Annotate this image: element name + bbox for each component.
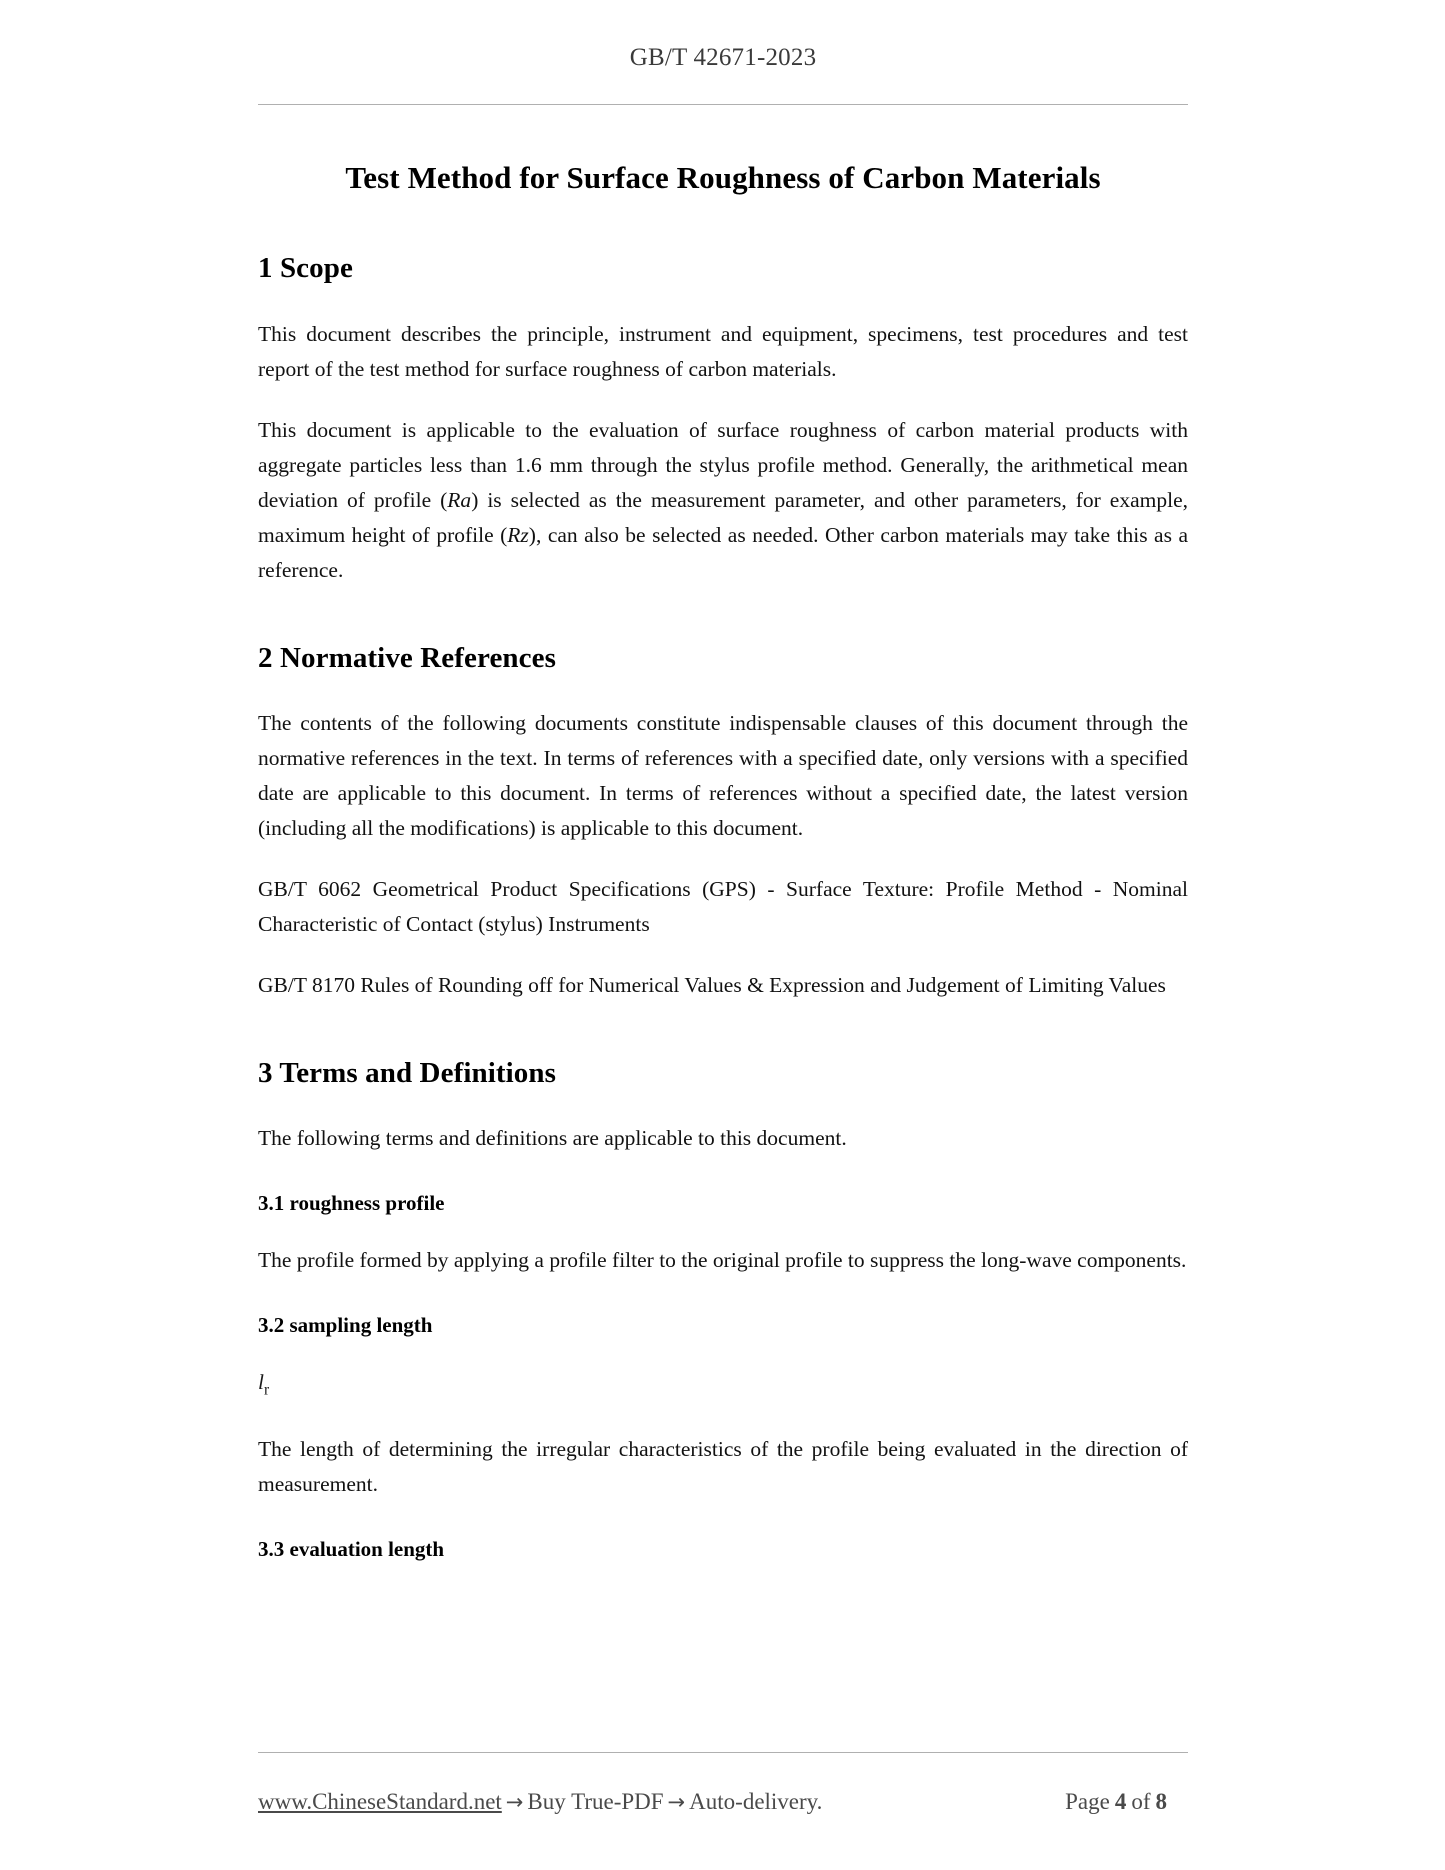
parameter-rz: Rz (507, 522, 529, 547)
scope-paragraph-1: This document describes the principle, instrument and equipment, specimens, test procedures and test report of the test method for surface roughness of carbon materials. (258, 321, 1188, 381)
scope-p2-part-5: ), can also be selected as needed. Other carbon materials may take this as a reference. (258, 522, 1189, 582)
scope-p2-part-3: ) is selected as the measurement parameter, and other parameters, for example, maximum height of profile ( (258, 487, 1188, 547)
terms-intro-paragraph: The following terms and definitions are applicable to this document. (258, 1126, 847, 1151)
normative-references-paragraph: The contents of the following documents constitute indispensable clauses of this document through the normative references in the text. In terms of references with a specified date, only versions with a specified date are applicable to this document. In terms of references without a specified date, the latest version (including all the modifications) is applicable to this document. (258, 710, 1188, 840)
total-page-number: 8 (1155, 1789, 1167, 1814)
page-footer (258, 1789, 1188, 1815)
scope-p2-part-1: This document is applicable to the evaluation of surface roughness of carbon material products with aggregate particles less than 1.6 mm through the stylus profile method. Generally, the arithmetical mean deviation of profile ( (258, 417, 1188, 512)
roughness-profile-definition: The profile formed by applying a profile filter to the original profile to suppress the long-wave components. (258, 1248, 1187, 1273)
arrow-right-icon: → (505, 1790, 524, 1814)
current-page-number: 4 (1114, 1789, 1127, 1814)
page-title: Test Method for Surface Roughness of Carbon Materials (345, 160, 1101, 195)
header-divider (258, 104, 1188, 105)
reference-gbt-6062: GB/T 6062 Geometrical Product Specifications (GPS) - Surface Texture: Profile Method - Nominal Characteristic of Contact (stylus) Instruments (258, 876, 1188, 936)
sampling-length-symbol (258, 1366, 1188, 1406)
subsection-heading-evaluation-length: 3.3 evaluation length (258, 1536, 445, 1561)
section-heading-normative-references: 2 Normative References (258, 641, 556, 674)
footer-delivery-text: Auto-delivery. (689, 1789, 823, 1814)
section-heading-scope: 1 Scope (258, 252, 353, 285)
page-indicator (1063, 1789, 1188, 1815)
subsection-heading-sampling-length: 3.2 sampling length (258, 1313, 433, 1338)
reference-gbt-8170: GB/T 8170 Rules of Rounding off for Numerical Values & Expression and Judgement of Limiting Values (258, 972, 1166, 997)
footer-divider (258, 1752, 1188, 1753)
page-header (258, 44, 1188, 72)
standard-code: GB/T 42671-2023 (629, 44, 817, 71)
symbol-base-l: l (258, 1369, 264, 1394)
scope-paragraph-2 (258, 413, 1188, 588)
website-link[interactable]: www.ChineseStandard.net (258, 1789, 502, 1814)
section-heading-terms-and-definitions: 3 Terms and Definitions (258, 1056, 556, 1089)
parameter-ra: Ra (447, 487, 472, 512)
sampling-length-definition: The length of determining the irregular characteristics of the profile being evaluated in the direction of measurement. (258, 1436, 1188, 1496)
of-label: of (1131, 1789, 1151, 1814)
symbol-subscript-r: r (263, 1380, 270, 1398)
footer-promo-text (258, 1789, 822, 1815)
arrow-right-icon-2: → (667, 1790, 686, 1814)
footer-buy-text: Buy True-PDF (527, 1789, 664, 1814)
page-label: Page (1065, 1789, 1110, 1814)
document-body (258, 140, 1188, 1563)
subsection-heading-roughness-profile: 3.1 roughness profile (258, 1191, 445, 1216)
